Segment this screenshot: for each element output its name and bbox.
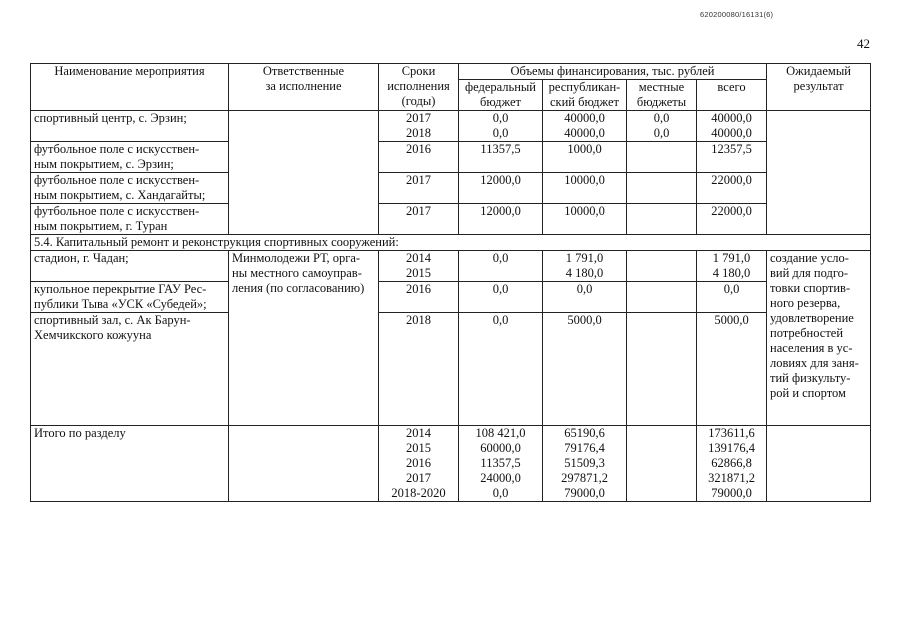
row-total: 22000,0 (697, 204, 767, 235)
row-years: 2016 (379, 142, 459, 173)
row-federal: 12000,0 (459, 204, 543, 235)
row-name: спортивный зал, с. Ак Барун- Хемчикского кожууна (31, 313, 229, 426)
row-republic: 40000,0 40000,0 (543, 111, 627, 142)
row-local (627, 251, 697, 282)
header-row (31, 64, 871, 80)
row-total: 22000,0 (697, 173, 767, 204)
row-federal: 0,0 0,0 (459, 111, 543, 142)
row-federal: 0,0 (459, 282, 543, 313)
row-years: 2014 2015 (379, 251, 459, 282)
row-local (627, 204, 697, 235)
table-row (31, 251, 871, 282)
row-years: 2017 (379, 173, 459, 204)
row-local (627, 173, 697, 204)
row-name: футбольное поле с искусствен- ным покрытием, с. Эрзин; (31, 142, 229, 173)
table-row (31, 204, 871, 235)
financing-table (30, 63, 871, 502)
row-local (627, 282, 697, 313)
section-responsible: Минмолодежи РТ, орга- ны местного самоуправ- ления (по согласованию) (229, 251, 379, 426)
row-years: 2017 2018 (379, 111, 459, 142)
summary-years: 2014 2015 2016 2017 2018-2020 (379, 426, 459, 502)
row-republic: 0,0 (543, 282, 627, 313)
row-republic: 10000,0 (543, 204, 627, 235)
summary-total: 173611,6 139176,4 62866,8 321871,2 79000,0 (697, 426, 767, 502)
row-federal: 0,0 (459, 313, 543, 426)
row-years: 2018 (379, 313, 459, 426)
table-row (31, 313, 871, 426)
row-republic: 10000,0 (543, 173, 627, 204)
table-row (31, 111, 871, 142)
header-financing: Объемы финансирования, тыс. рублей (459, 64, 767, 80)
header-local: местные бюджеты (627, 80, 697, 111)
row-federal: 11357,5 (459, 142, 543, 173)
row-local (627, 313, 697, 426)
header-terms: Сроки исполнения (годы) (379, 64, 459, 111)
row-local: 0,0 0,0 (627, 111, 697, 142)
summary-row (31, 426, 871, 502)
row-name: стадион, г. Чадан; (31, 251, 229, 282)
row-result (767, 111, 871, 235)
table-row (31, 142, 871, 173)
row-name: купольное перекрытие ГАУ Рес- публики Тыва «УСК «Субедей»; (31, 282, 229, 313)
row-name: спортивный центр, с. Эрзин; (31, 111, 229, 142)
section-result: создание усло- вий для подго- товки спортив- ного резерва, удовлетворение потребностей населения в ус- ловиях для заня- тий физкульту- рой и спортом (767, 251, 871, 426)
table-row (31, 282, 871, 313)
summary-result (767, 426, 871, 502)
row-years: 2016 (379, 282, 459, 313)
row-total: 5000,0 (697, 313, 767, 426)
row-total: 0,0 (697, 282, 767, 313)
row-name: футбольное поле с искусствен- ным покрытием, г. Туран (31, 204, 229, 235)
row-republic: 1 791,0 4 180,0 (543, 251, 627, 282)
row-responsible (229, 111, 379, 235)
document-id: 620200080/16131(6) (700, 10, 774, 19)
summary-federal: 108 421,0 60000,0 11357,5 24000,0 0,0 (459, 426, 543, 502)
summary-responsible (229, 426, 379, 502)
section-title: 5.4. Капитальный ремонт и реконструкция спортивных сооружений: (31, 235, 871, 251)
row-federal: 12000,0 (459, 173, 543, 204)
header-name: Наименование мероприятия (31, 64, 229, 111)
summary-name: Итого по разделу (31, 426, 229, 502)
summary-local (627, 426, 697, 502)
header-responsible: Ответственные за исполнение (229, 64, 379, 111)
summary-republic: 65190,6 79176,4 51509,3 297871,2 79000,0 (543, 426, 627, 502)
header-result: Ожидаемый результат (767, 64, 871, 111)
row-local (627, 142, 697, 173)
row-total: 1 791,0 4 180,0 (697, 251, 767, 282)
table-row (31, 173, 871, 204)
row-total: 40000,0 40000,0 (697, 111, 767, 142)
row-republic: 5000,0 (543, 313, 627, 426)
header-total: всего (697, 80, 767, 111)
section-title-row (31, 235, 871, 251)
row-years: 2017 (379, 204, 459, 235)
row-federal: 0,0 (459, 251, 543, 282)
row-name: футбольное поле с искусствен- ным покрытием, с. Хандагайты; (31, 173, 229, 204)
header-republic: республикан- ский бюджет (543, 80, 627, 111)
header-federal: федеральный бюджет (459, 80, 543, 111)
row-total: 12357,5 (697, 142, 767, 173)
row-republic: 1000,0 (543, 142, 627, 173)
page-number: 42 (857, 36, 870, 51)
